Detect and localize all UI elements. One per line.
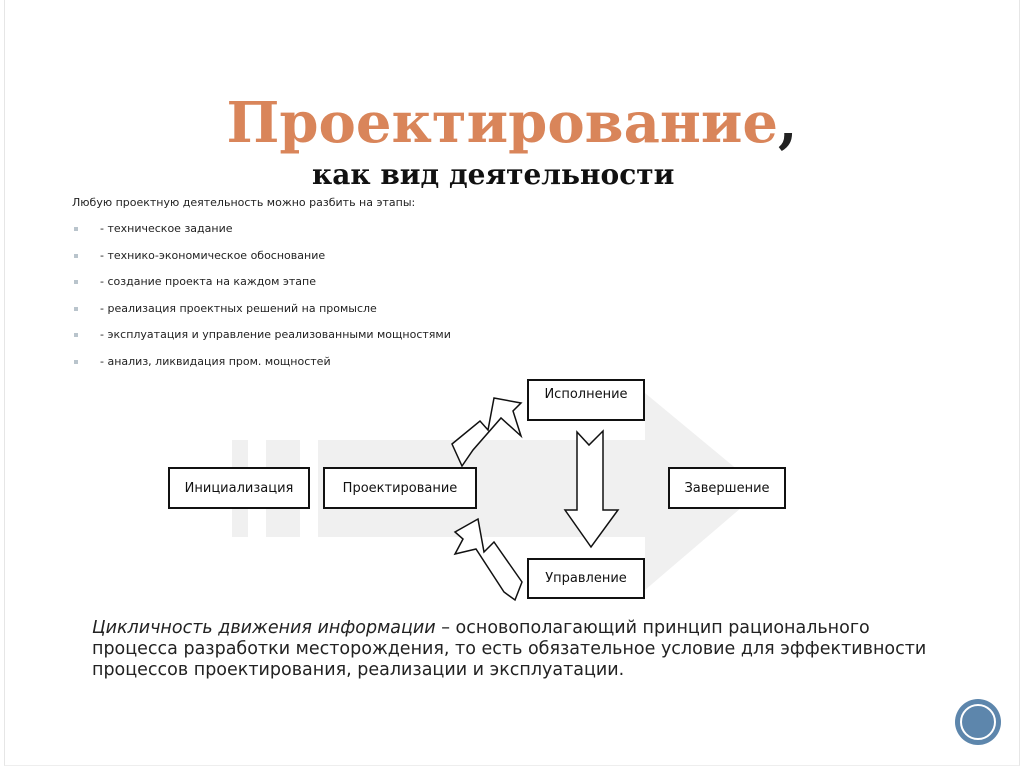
caption-text: – основополагающий принцип рационального процесса разработки месторождения, то есть обязательное условие для эффективности процессов проектирования, реализации и эксплуатации.: [92, 618, 927, 680]
stage-text: - анализ, ликвидация пром. мощностей: [100, 354, 331, 368]
stage-text: - реализация проектных решений на промысле: [100, 301, 377, 315]
title-text: Проектирование: [226, 90, 779, 156]
box-init: Инициализация: [168, 467, 310, 509]
circle-icon: [960, 704, 996, 740]
box-design: Проектирование: [323, 467, 477, 509]
title-comma: ,: [778, 90, 798, 156]
stage-text: - эксплуатация и управление реализованными мощностями: [100, 328, 451, 341]
box-closing: Завершение: [668, 467, 786, 509]
caption: [92, 618, 932, 681]
stage-text: - технико-экономическое обоснование: [100, 248, 326, 262]
stage-text: - создание проекта на каждом этапе: [100, 275, 317, 288]
caption-emphasis: Цикличность движения информации: [92, 618, 436, 638]
box-control: Управление: [527, 558, 645, 599]
slide-subtitle: как вид деятельности: [312, 158, 675, 191]
box-execution: Исполнение: [527, 379, 645, 421]
intro-text: Любую проектную деятельность можно разбить на этапы:: [72, 196, 416, 209]
slide-nav-button[interactable]: [955, 699, 1001, 745]
stage-text: - техническое задание: [100, 222, 233, 235]
